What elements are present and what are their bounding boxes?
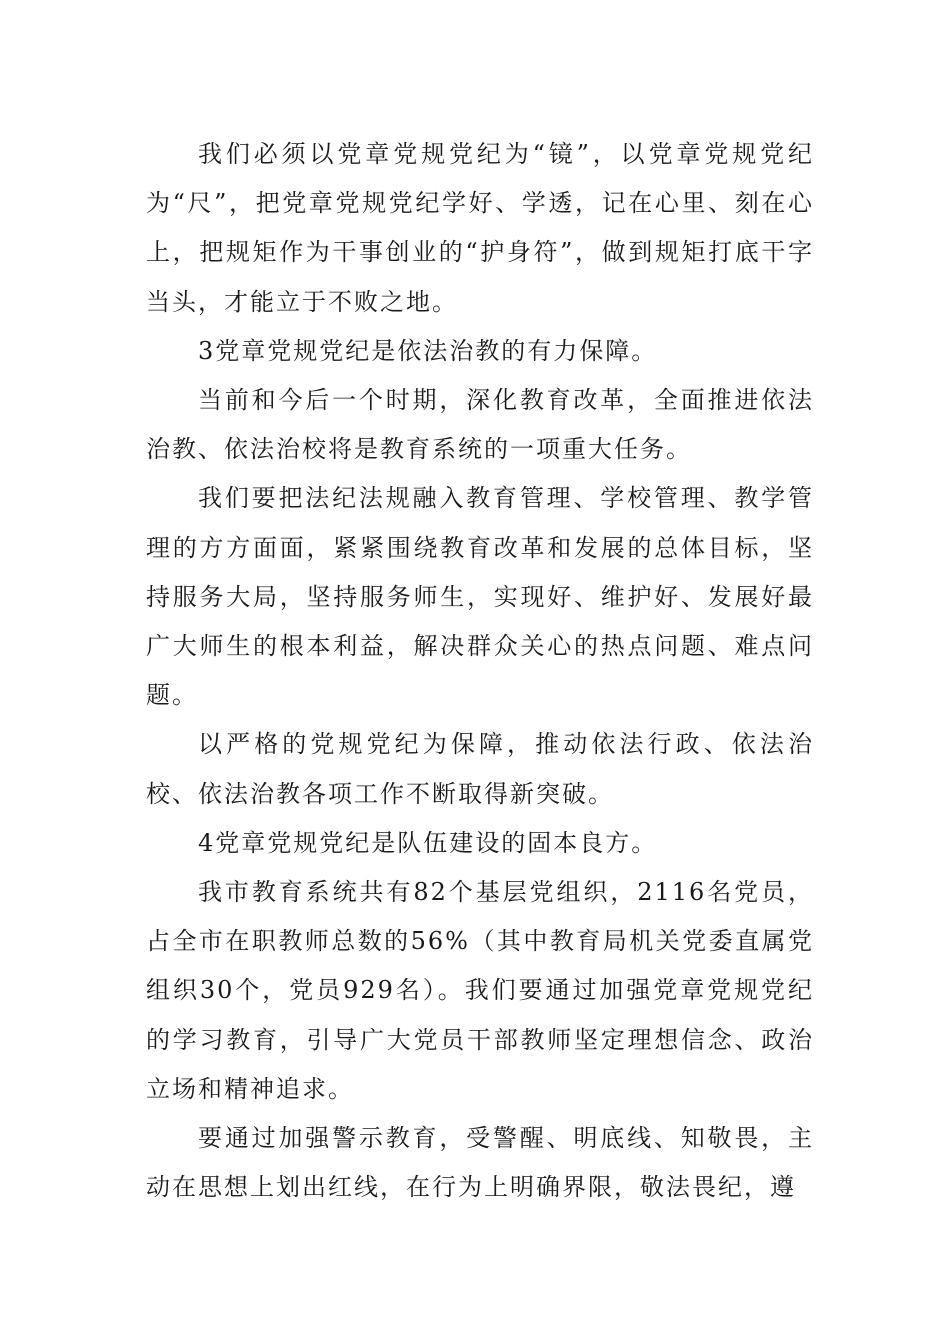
paragraph-mirror-and-ruler: 我们必须以党章党规党纪为“镜”，以党章党规党纪为“尺”，把党章党规党纪学好、学透，记在心里、刻在心上，把规矩作为干事创业的“护身符”，做到规矩打底干字当头，才能立于不败之地。 <box>146 140 814 316</box>
heading-rule-of-law-guarantee: 3党章党规党纪是依法治教的有力保障。 <box>198 336 658 365</box>
paragraph-party-statistics: 我市教育系统共有82个基层党组织，2116名党员，占全市在职教师总数的56%（其中教育局机关党委直属党组织30个，党员929名）。我们要通过加强党章党规党纪的学习教育，引导广大党员干部教师坚定理想信念、政治立场和精神追求。 <box>146 878 814 1103</box>
document-body <box>146 130 814 1212</box>
paragraph-integrate-regulations: 我们要把法纪法规融入教育管理、学校管理、教学管理的方方面面，紧紧围绕教育改革和发展的总体目标，坚持服务大局，坚持服务师生，实现好、维护好、发展好最广大师生的根本利益，解决群众关心的热点问题、难点问题。 <box>146 484 814 710</box>
paragraph-warning-education: 要通过加强警示教育，受警醒、明底线、知敬畏，主动在思想上划出红线，在行为上明确界限，敬法畏纪，遵 <box>146 1124 814 1202</box>
paragraph-new-breakthroughs: 以严格的党规党纪为保障，推动依法行政、依法治校、依法治教各项工作不断取得新突破。 <box>146 730 814 808</box>
heading-team-building: 4党章党规党纪是队伍建设的固本良方。 <box>198 828 658 857</box>
paragraph-education-reform: 当前和今后一个时期，深化教育改革，全面推进依法治教、依法治校将是教育系统的一项重大任务。 <box>146 386 814 464</box>
